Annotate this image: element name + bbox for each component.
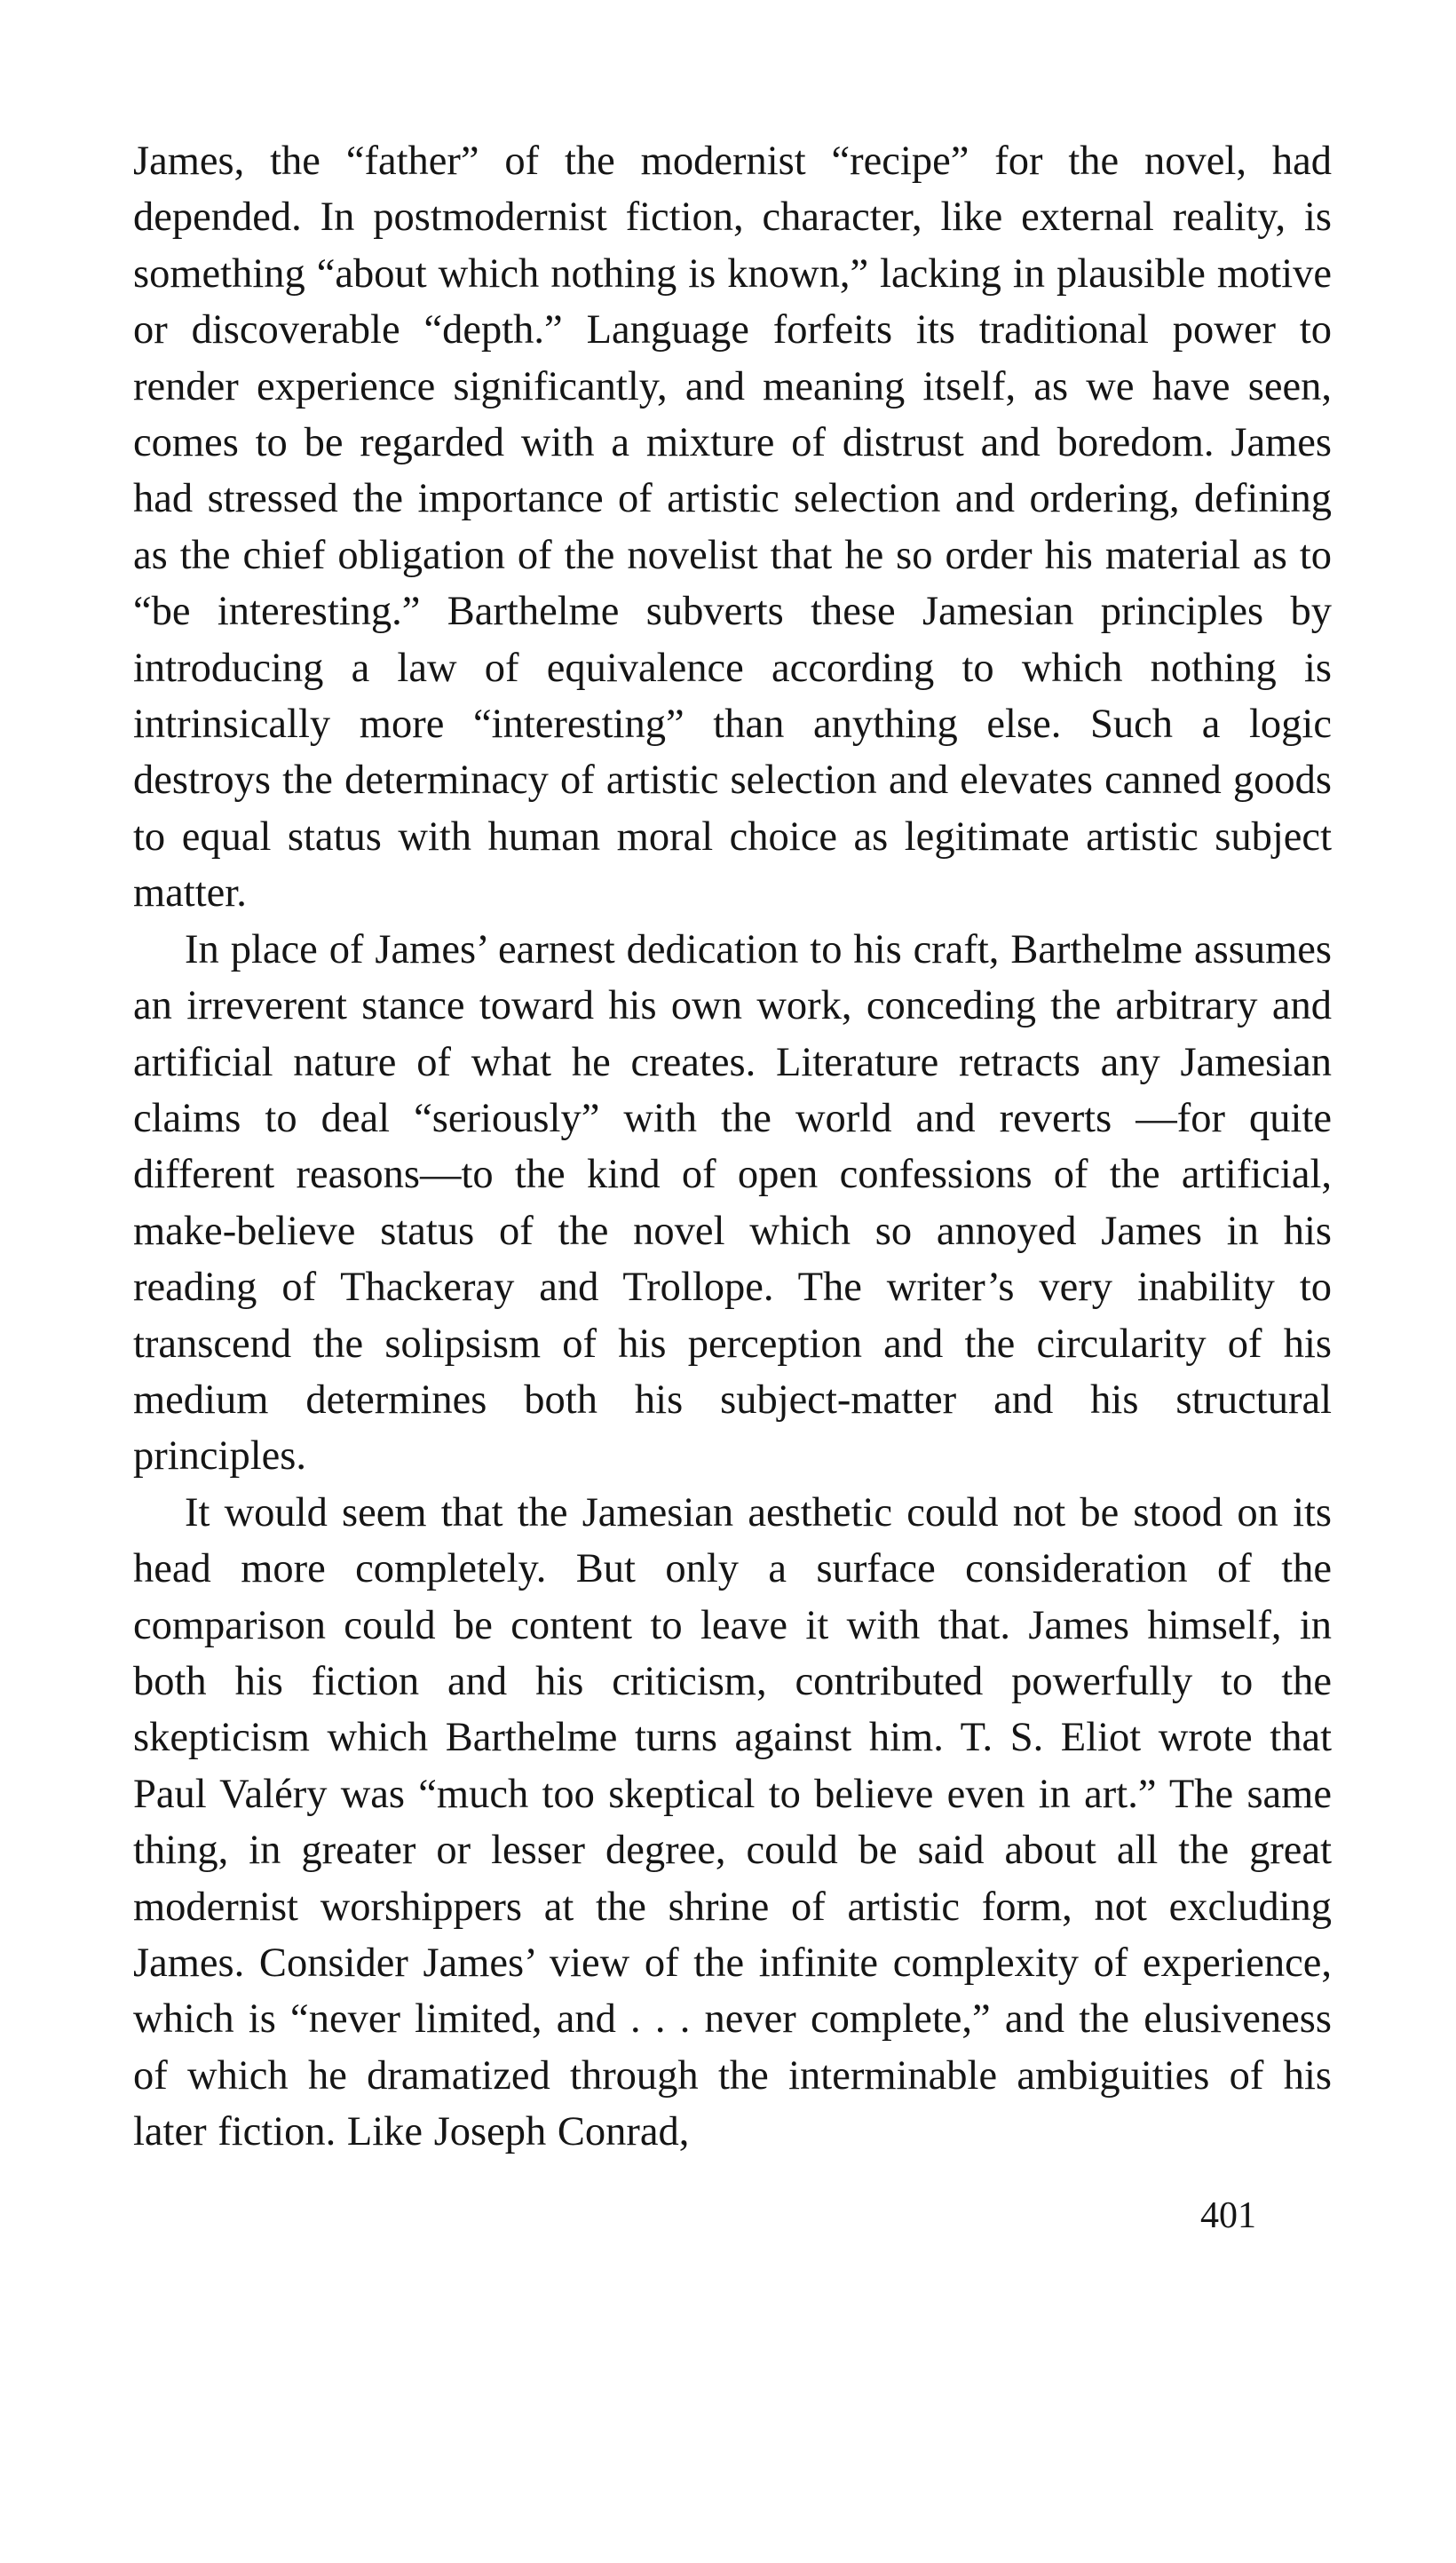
page-body [133,133,1332,2161]
paragraph-2: In place of James’ earnest dedication to his craft, Barthelme assumes an irreverent stance toward his own work, conceding the arbitrary and artificial nature of what he creates. Literature retracts any Jamesian claims to deal “seriously” with the world and reverts —for quite different reasons—to the kind of open confessions of the artificial, make-believe status of the novel which so annoyed James in his reading of Thackeray and Trollope. The writer’s very inability to transcend the solipsism of his perception and the circularity of his medium determines both his subject-matter and his structural principles. [133,926,1332,1480]
paragraph-3: It would seem that the Jamesian aesthetic could not be stood on its head more completely. But only a surface consideration of the comparison could be content to leave it with that. James himself, in both his fiction and his criticism, contributed powerfully to the skepticism which Barthelme turns against him. T. S. Eliot wrote that Paul Valéry was “much too skeptical to believe even in art.” The same thing, in greater or lesser degree, could be said about all the great modernist worshippers at the shrine of artistic form, not excluding James. Consider James’ view of the infinite complexity of experience, which is “never limited, and . . . never complete,” and the elusiveness of which he dramatized through the interminable ambiguities of his later fiction. Like Joseph Conrad, [133,1489,1332,2155]
page-number: 401 [1200,2195,1256,2236]
paragraph-1: James, the “father” of the modernist “recipe” for the novel, had depended. In postmodernist fiction, character, like external reality, is something “about which nothing is known,” lacking in plausible motive or discoverable “depth.” Language forfeits its traditional power to render experience significantly, and meaning itself, as we have seen, comes to be regarded with a mixture of distrust and boredom. James had stressed the importance of artistic selection and ordering, defining as the chief obligation of the novelist that he so order his material as to “be interesting.” Barthelme subverts these Jamesian principles by introducing a law of equivalence according to which nothing is intrinsically more “interesting” than anything else. Such a logic destroys the determinacy of artistic selection and elevates canned goods to equal status with human moral choice as legitimate artistic subject matter. [133,139,1332,916]
